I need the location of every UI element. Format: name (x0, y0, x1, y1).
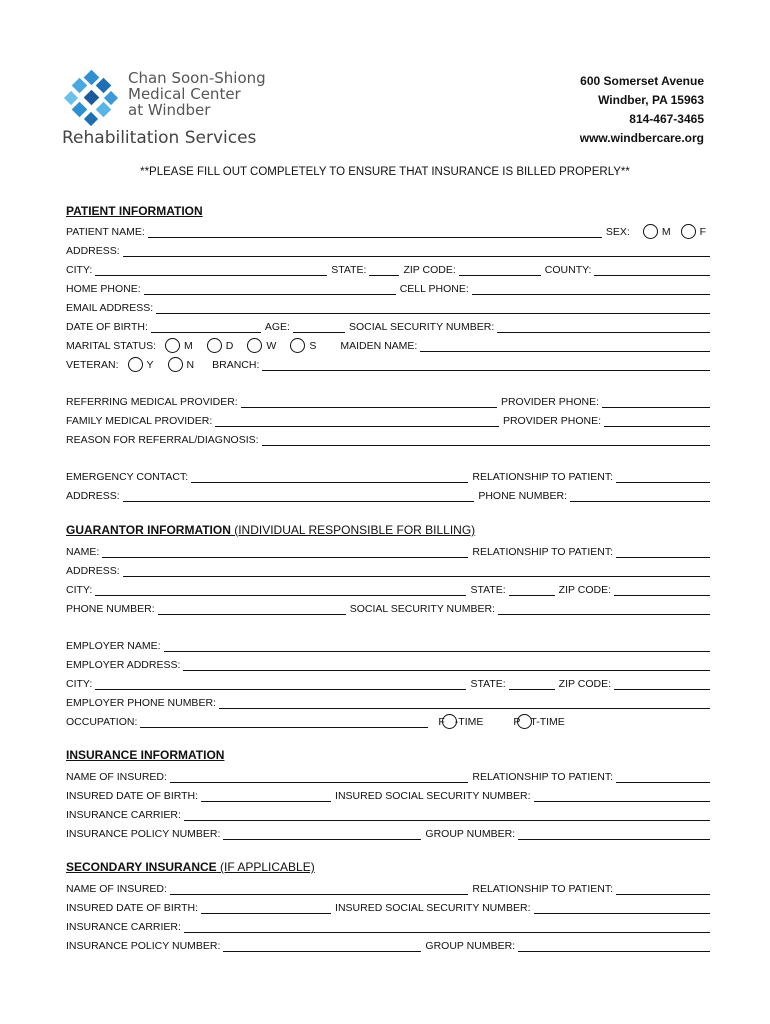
guarantor-name-field[interactable] (102, 546, 468, 558)
insured-relationship-label: RELATIONSHIP TO PATIENT: (472, 771, 613, 783)
guarantor-relationship-field[interactable] (616, 546, 710, 558)
logo-line-3: at Windber (128, 101, 211, 119)
referral-reason-field[interactable] (262, 434, 710, 446)
employer-phone-label: EMPLOYER PHONE NUMBER: (66, 697, 216, 709)
veteran-label: VETERAN: (66, 359, 119, 371)
logo (60, 66, 270, 152)
patient-phone-row (66, 279, 710, 295)
full-time-letter: F (438, 716, 445, 728)
address-website: www.windbercare.org (579, 131, 704, 145)
family-provider-field[interactable] (215, 415, 499, 427)
emergency-contact-row (66, 467, 710, 483)
address-phone: 814-467-3465 (629, 112, 704, 126)
guarantor-city-label: CITY: (66, 584, 93, 596)
referral-reason-label: REASON FOR REFERRAL/DIAGNOSIS: (66, 434, 259, 446)
secondary-relationship-label: RELATIONSHIP TO PATIENT: (472, 883, 613, 895)
emergency-address-row (66, 486, 710, 502)
family-phone-field[interactable] (604, 415, 710, 427)
insurance-carrier-field[interactable] (184, 809, 710, 821)
patient-zip-label: ZIP CODE: (403, 264, 456, 276)
employer-city-label: CITY: (66, 678, 93, 690)
sex-label: SEX: (605, 226, 630, 238)
secondary-policy-field[interactable] (223, 940, 421, 952)
marital-w-radio[interactable] (247, 338, 262, 353)
sex-f-radio[interactable] (681, 224, 696, 239)
patient-state-field[interactable] (369, 264, 399, 276)
veteran-y-radio[interactable] (128, 357, 143, 372)
home-phone-label: HOME PHONE: (66, 283, 141, 295)
employer-address-row (66, 655, 710, 671)
veteran-n-radio[interactable] (168, 357, 183, 372)
employer-phone-row (66, 693, 710, 709)
insured-name-row (66, 767, 710, 783)
marital-label: MARITAL STATUS: (66, 340, 157, 352)
branch-field[interactable] (262, 359, 710, 371)
secondary-carrier-field[interactable] (184, 921, 710, 933)
guarantor-address-label: ADDRESS: (66, 565, 120, 577)
marital-d-radio[interactable] (207, 338, 222, 353)
maiden-name-field[interactable] (420, 340, 710, 352)
part-time-label: T-TIME (530, 716, 565, 728)
referring-phone-field[interactable] (602, 396, 710, 408)
billing-notice: **PLEASE FILL OUT COMPLETELY TO ENSURE THAT INSURANCE IS BILLED PROPERLY** (140, 166, 630, 178)
patient-email-row (66, 298, 710, 314)
insured-ssn-label: INSURED SOCIAL SECURITY NUMBER: (335, 790, 531, 802)
ssn-field[interactable] (497, 321, 710, 333)
employer-zip-field[interactable] (614, 678, 710, 690)
patient-veteran-row (66, 355, 710, 371)
secondary-carrier-label: INSURANCE CARRIER: (66, 921, 181, 933)
secondary-title: SECONDARY INSURANCE (66, 860, 217, 874)
employer-address-label: EMPLOYER ADDRESS: (66, 659, 181, 671)
guarantor-name-label: NAME: (66, 546, 100, 558)
center-address (580, 72, 704, 148)
sex-m-radio[interactable] (643, 224, 658, 239)
secondary-relationship-field[interactable] (616, 883, 710, 895)
patient-name-row (66, 222, 710, 238)
marital-d-label: D (225, 340, 234, 352)
emergency-phone-field[interactable] (570, 490, 710, 502)
marital-m-radio[interactable] (165, 338, 180, 353)
secondary-section-title (66, 860, 315, 874)
guarantor-section-title (66, 523, 475, 537)
guarantor-zip-label: ZIP CODE: (558, 584, 611, 596)
insurance-policy-field[interactable] (223, 828, 421, 840)
marital-m-label: M (184, 340, 193, 352)
emergency-relationship-field[interactable] (616, 471, 710, 483)
secondary-dob-label: INSURED DATE OF BIRTH: (66, 902, 199, 914)
marital-s-label: S (309, 340, 317, 352)
secondary-ssn-label: INSURED SOCIAL SECURITY NUMBER: (335, 902, 531, 914)
dob-field[interactable] (151, 321, 261, 333)
full-time-label: -TIME (454, 716, 484, 728)
guarantor-address-row (66, 561, 710, 577)
maiden-name-label: MAIDEN NAME: (340, 340, 418, 352)
emergency-contact-field[interactable] (191, 471, 468, 483)
secondary-insured-field[interactable] (170, 883, 468, 895)
patient-city-row (66, 260, 710, 276)
family-phone-label: PROVIDER PHONE: (502, 415, 601, 427)
employer-zip-label: ZIP CODE: (558, 678, 611, 690)
address-street: 600 Somerset Avenue (580, 74, 704, 88)
insurance-policy-label: INSURANCE POLICY NUMBER: (66, 828, 221, 840)
insured-name-field[interactable] (170, 771, 468, 783)
secondary-policy-label: INSURANCE POLICY NUMBER: (66, 940, 221, 952)
referring-row (66, 392, 710, 408)
patient-address-row (66, 241, 710, 257)
employer-state-label: STATE: (470, 678, 506, 690)
patient-address-label: ADDRESS: (66, 245, 120, 257)
patient-city-label: CITY: (66, 264, 93, 276)
sex-m-label: M (661, 226, 671, 238)
insured-dob-row (66, 786, 710, 802)
guarantor-name-row (66, 542, 710, 558)
guarantor-ssn-label: SOCIAL SECURITY NUMBER: (349, 603, 495, 615)
insured-dob-label: INSURED DATE OF BIRTH: (66, 790, 199, 802)
secondary-insured-row (66, 879, 710, 895)
logo-name (128, 70, 266, 118)
referral-reason-row (66, 430, 710, 446)
insurance-carrier-label: INSURANCE CARRIER: (66, 809, 181, 821)
emergency-phone-label: PHONE NUMBER: (478, 490, 567, 502)
patient-name-label: PATIENT NAME: (66, 226, 145, 238)
patient-address-field[interactable] (123, 245, 710, 257)
age-field[interactable] (293, 321, 345, 333)
emergency-contact-label: EMERGENCY CONTACT: (66, 471, 189, 483)
patient-state-label: STATE: (331, 264, 367, 276)
guarantor-ssn-field[interactable] (498, 603, 710, 615)
cell-phone-label: CELL PHONE: (399, 283, 469, 295)
occupation-row (66, 712, 710, 728)
guarantor-state-label: STATE: (470, 584, 506, 596)
emergency-address-label: ADDRESS: (66, 490, 120, 502)
patient-dob-row (66, 317, 710, 333)
ssn-label: SOCIAL SECURITY NUMBER: (348, 321, 495, 333)
secondary-insured-label: NAME OF INSURED: (66, 883, 167, 895)
guarantor-city-row (66, 580, 710, 596)
employer-name-row (66, 636, 710, 652)
secondary-dob-field[interactable] (201, 902, 331, 914)
employer-city-row (66, 674, 710, 690)
patient-city-field[interactable] (95, 264, 327, 276)
veteran-n-label: N (186, 359, 195, 371)
logo-line-1: Chan Soon-Shiong (128, 69, 266, 87)
secondary-policy-row (66, 936, 710, 952)
employer-phone-field[interactable] (219, 697, 710, 709)
cell-phone-field[interactable] (472, 283, 710, 295)
guarantor-state-field[interactable] (509, 584, 555, 596)
employer-name-label: EMPLOYER NAME: (66, 640, 161, 652)
insurance-carrier-row (66, 805, 710, 821)
email-field[interactable] (156, 302, 710, 314)
secondary-group-field[interactable] (518, 940, 710, 952)
emergency-relationship-label: RELATIONSHIP TO PATIENT: (472, 471, 613, 483)
guarantor-title: GUARANTOR INFORMATION (66, 523, 231, 537)
marital-w-label: W (266, 340, 277, 352)
logo-subtitle: Rehabilitation Services (62, 128, 257, 148)
occupation-field[interactable] (140, 716, 428, 728)
insurance-policy-row (66, 824, 710, 840)
secondary-ssn-field[interactable] (534, 902, 711, 914)
guarantor-phone-field[interactable] (158, 603, 346, 615)
medical-center-logo-icon (62, 68, 124, 130)
secondary-note: (IF APPLICABLE) (216, 860, 315, 874)
patient-name-field[interactable] (148, 226, 602, 238)
referring-provider-label: REFERRING MEDICAL PROVIDER: (66, 396, 238, 408)
guarantor-relationship-label: RELATIONSHIP TO PATIENT: (472, 546, 613, 558)
occupation-label: OCCUPATION: (66, 716, 138, 728)
guarantor-address-field[interactable] (123, 565, 710, 577)
guarantor-phone-label: PHONE NUMBER: (66, 603, 155, 615)
guarantor-phone-row (66, 599, 710, 615)
dob-label: DATE OF BIRTH: (66, 321, 148, 333)
address-city: Windber, PA 15963 (598, 93, 704, 107)
family-provider-label: FAMILY MEDICAL PROVIDER: (66, 415, 213, 427)
secondary-carrier-row (66, 917, 710, 933)
secondary-dob-row (66, 898, 710, 914)
referring-phone-label: PROVIDER PHONE: (500, 396, 599, 408)
branch-label: BRANCH: (212, 359, 260, 371)
guarantor-note: (INDIVIDUAL RESPONSIBLE FOR BILLING) (230, 523, 476, 537)
age-label: AGE: (264, 321, 290, 333)
employer-state-field[interactable] (509, 678, 555, 690)
employer-city-field[interactable] (95, 678, 466, 690)
insured-relationship-field[interactable] (616, 771, 710, 783)
employer-address-field[interactable] (183, 659, 710, 671)
insurance-group-field[interactable] (518, 828, 710, 840)
veteran-y-label: Y (146, 359, 154, 371)
insurance-group-label: GROUP NUMBER: (425, 828, 516, 840)
full-time-radio[interactable] (442, 714, 457, 729)
part-time-letter: P (513, 716, 521, 728)
patient-county-label: COUNTY: (544, 264, 592, 276)
guarantor-city-field[interactable] (95, 584, 466, 596)
emergency-address-field[interactable] (123, 490, 475, 502)
patient-zip-field[interactable] (459, 264, 541, 276)
guarantor-zip-field[interactable] (614, 584, 710, 596)
marital-s-radio[interactable] (290, 338, 305, 353)
patient-marital-row (66, 336, 710, 352)
family-provider-row (66, 411, 710, 427)
insurance-section-title: INSURANCE INFORMATION (66, 748, 225, 762)
referring-provider-field[interactable] (241, 396, 497, 408)
insured-ssn-field[interactable] (534, 790, 711, 802)
secondary-group-label: GROUP NUMBER: (425, 940, 516, 952)
patient-section-title: PATIENT INFORMATION (66, 204, 203, 218)
sex-f-label: F (699, 226, 706, 238)
insured-name-label: NAME OF INSURED: (66, 771, 167, 783)
email-label: EMAIL ADDRESS: (66, 302, 154, 314)
logo-line-2: Medical Center (128, 85, 241, 103)
employer-name-field[interactable] (164, 640, 710, 652)
home-phone-field[interactable] (144, 283, 396, 295)
insured-dob-field[interactable] (201, 790, 331, 802)
patient-county-field[interactable] (594, 264, 710, 276)
